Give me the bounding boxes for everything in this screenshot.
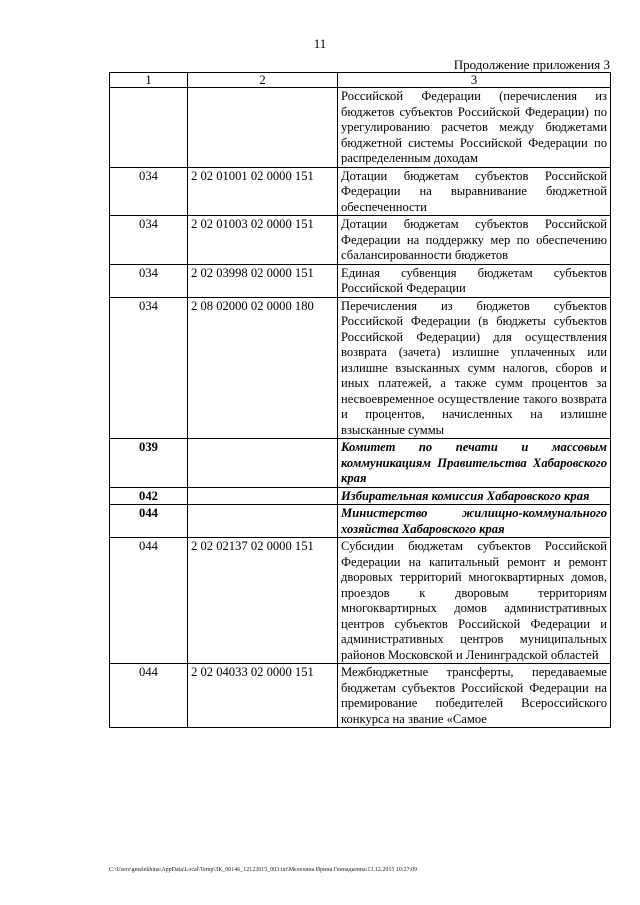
budget-classification-code-cell: 2 02 01003 02 0000 151 (188, 216, 338, 265)
admin-code-cell: 039 (110, 439, 188, 488)
admin-code-cell: 044 (110, 505, 188, 538)
admin-code-cell: 034 (110, 216, 188, 265)
admin-code-cell: 034 (110, 167, 188, 216)
admin-code-cell: 044 (110, 664, 188, 728)
description-cell: Дотации бюджетам субъектов Российской Федерации на поддержку мер по обеспечению сбалансированности бюджетов (338, 216, 611, 265)
description-cell: Дотации бюджетам субъектов Российской Федерации на выравнивание бюджетной обеспеченности (338, 167, 611, 216)
table-row (110, 216, 611, 265)
table-row (110, 487, 611, 505)
description-cell: Комитет по печати и массовым коммуникациям Правительства Хабаровского края (338, 439, 611, 488)
table-row (110, 505, 611, 538)
budget-classification-code-cell: 2 08 02000 02 0000 180 (188, 297, 338, 439)
table-row (110, 264, 611, 297)
table-row (110, 167, 611, 216)
description-cell: Межбюджетные трансферты, передаваемые бюджетам субъектов Российской Федерации на премирование победителей Всероссийского конкурса на звание «Самое (338, 664, 611, 728)
budget-classification-code-cell (188, 505, 338, 538)
column-header-1: 1 (110, 73, 188, 88)
table-header-row (110, 73, 611, 88)
admin-code-cell: 042 (110, 487, 188, 505)
budget-classification-code-cell (188, 439, 338, 488)
description-cell: Российской Федерации (перечисления из бюджетов субъектов Российской Федерации) по урегулированию расчетов между бюджетами бюджетной системы Российской Федерации по распределенным доходам (338, 88, 611, 168)
table-row (110, 439, 611, 488)
admin-code-cell (110, 88, 188, 168)
appendix-caption: Продолжение приложения 3 (453, 57, 610, 72)
table-row (110, 538, 611, 664)
budget-classification-code-cell: 2 02 02137 02 0000 151 (188, 538, 338, 664)
description-cell: Перечисления из бюджетов субъектов Российской Федерации (в бюджеты субъектов Российской Федерации) для осуществления возврата (зачета) излишне уплаченных или излишне взысканных сумм налогов, сборов и иных платежей, а также сумм процентов за несвоевременное осуществление такого возврата и процентов, начисленных на излишне взысканные суммы (338, 297, 611, 439)
table-row (110, 664, 611, 728)
budget-codes-table (109, 72, 611, 728)
file-path-footer: C:\Users\gmelekhina\AppData\Local\Temp\ЗК_00146_12122015_003.txt\Мелехина Ирина Геннадьевна\13.12.2015 10:27:09 (109, 867, 418, 873)
description-cell: Субсидии бюджетам субъектов Российской Федерации на капитальный ремонт и ремонт дворовых территорий многоквартирных домов, проездов к дворовым территориям многоквартирных домов административных центров субъектов Российской Федерации и административных центров муниципальных районов Московской и Ленинградской областей (338, 538, 611, 664)
budget-classification-code-cell (188, 487, 338, 505)
admin-code-cell: 044 (110, 538, 188, 664)
budget-classification-code-cell: 2 02 03998 02 0000 151 (188, 264, 338, 297)
admin-code-cell: 034 (110, 297, 188, 439)
description-cell: Единая субвенция бюджетам субъектов Российской Федерации (338, 264, 611, 297)
budget-classification-code-cell (188, 88, 338, 168)
page-number: 11 (313, 36, 327, 51)
budget-classification-code-cell: 2 02 04033 02 0000 151 (188, 664, 338, 728)
column-header-2: 2 (188, 73, 338, 88)
column-header-3: 3 (338, 73, 611, 88)
description-cell: Избирательная комиссия Хабаровского края (338, 487, 611, 505)
description-cell: Министерство жилищно-коммунального хозяйства Хабаровского края (338, 505, 611, 538)
table-row (110, 88, 611, 168)
table-row (110, 297, 611, 439)
budget-classification-code-cell: 2 02 01001 02 0000 151 (188, 167, 338, 216)
admin-code-cell: 034 (110, 264, 188, 297)
